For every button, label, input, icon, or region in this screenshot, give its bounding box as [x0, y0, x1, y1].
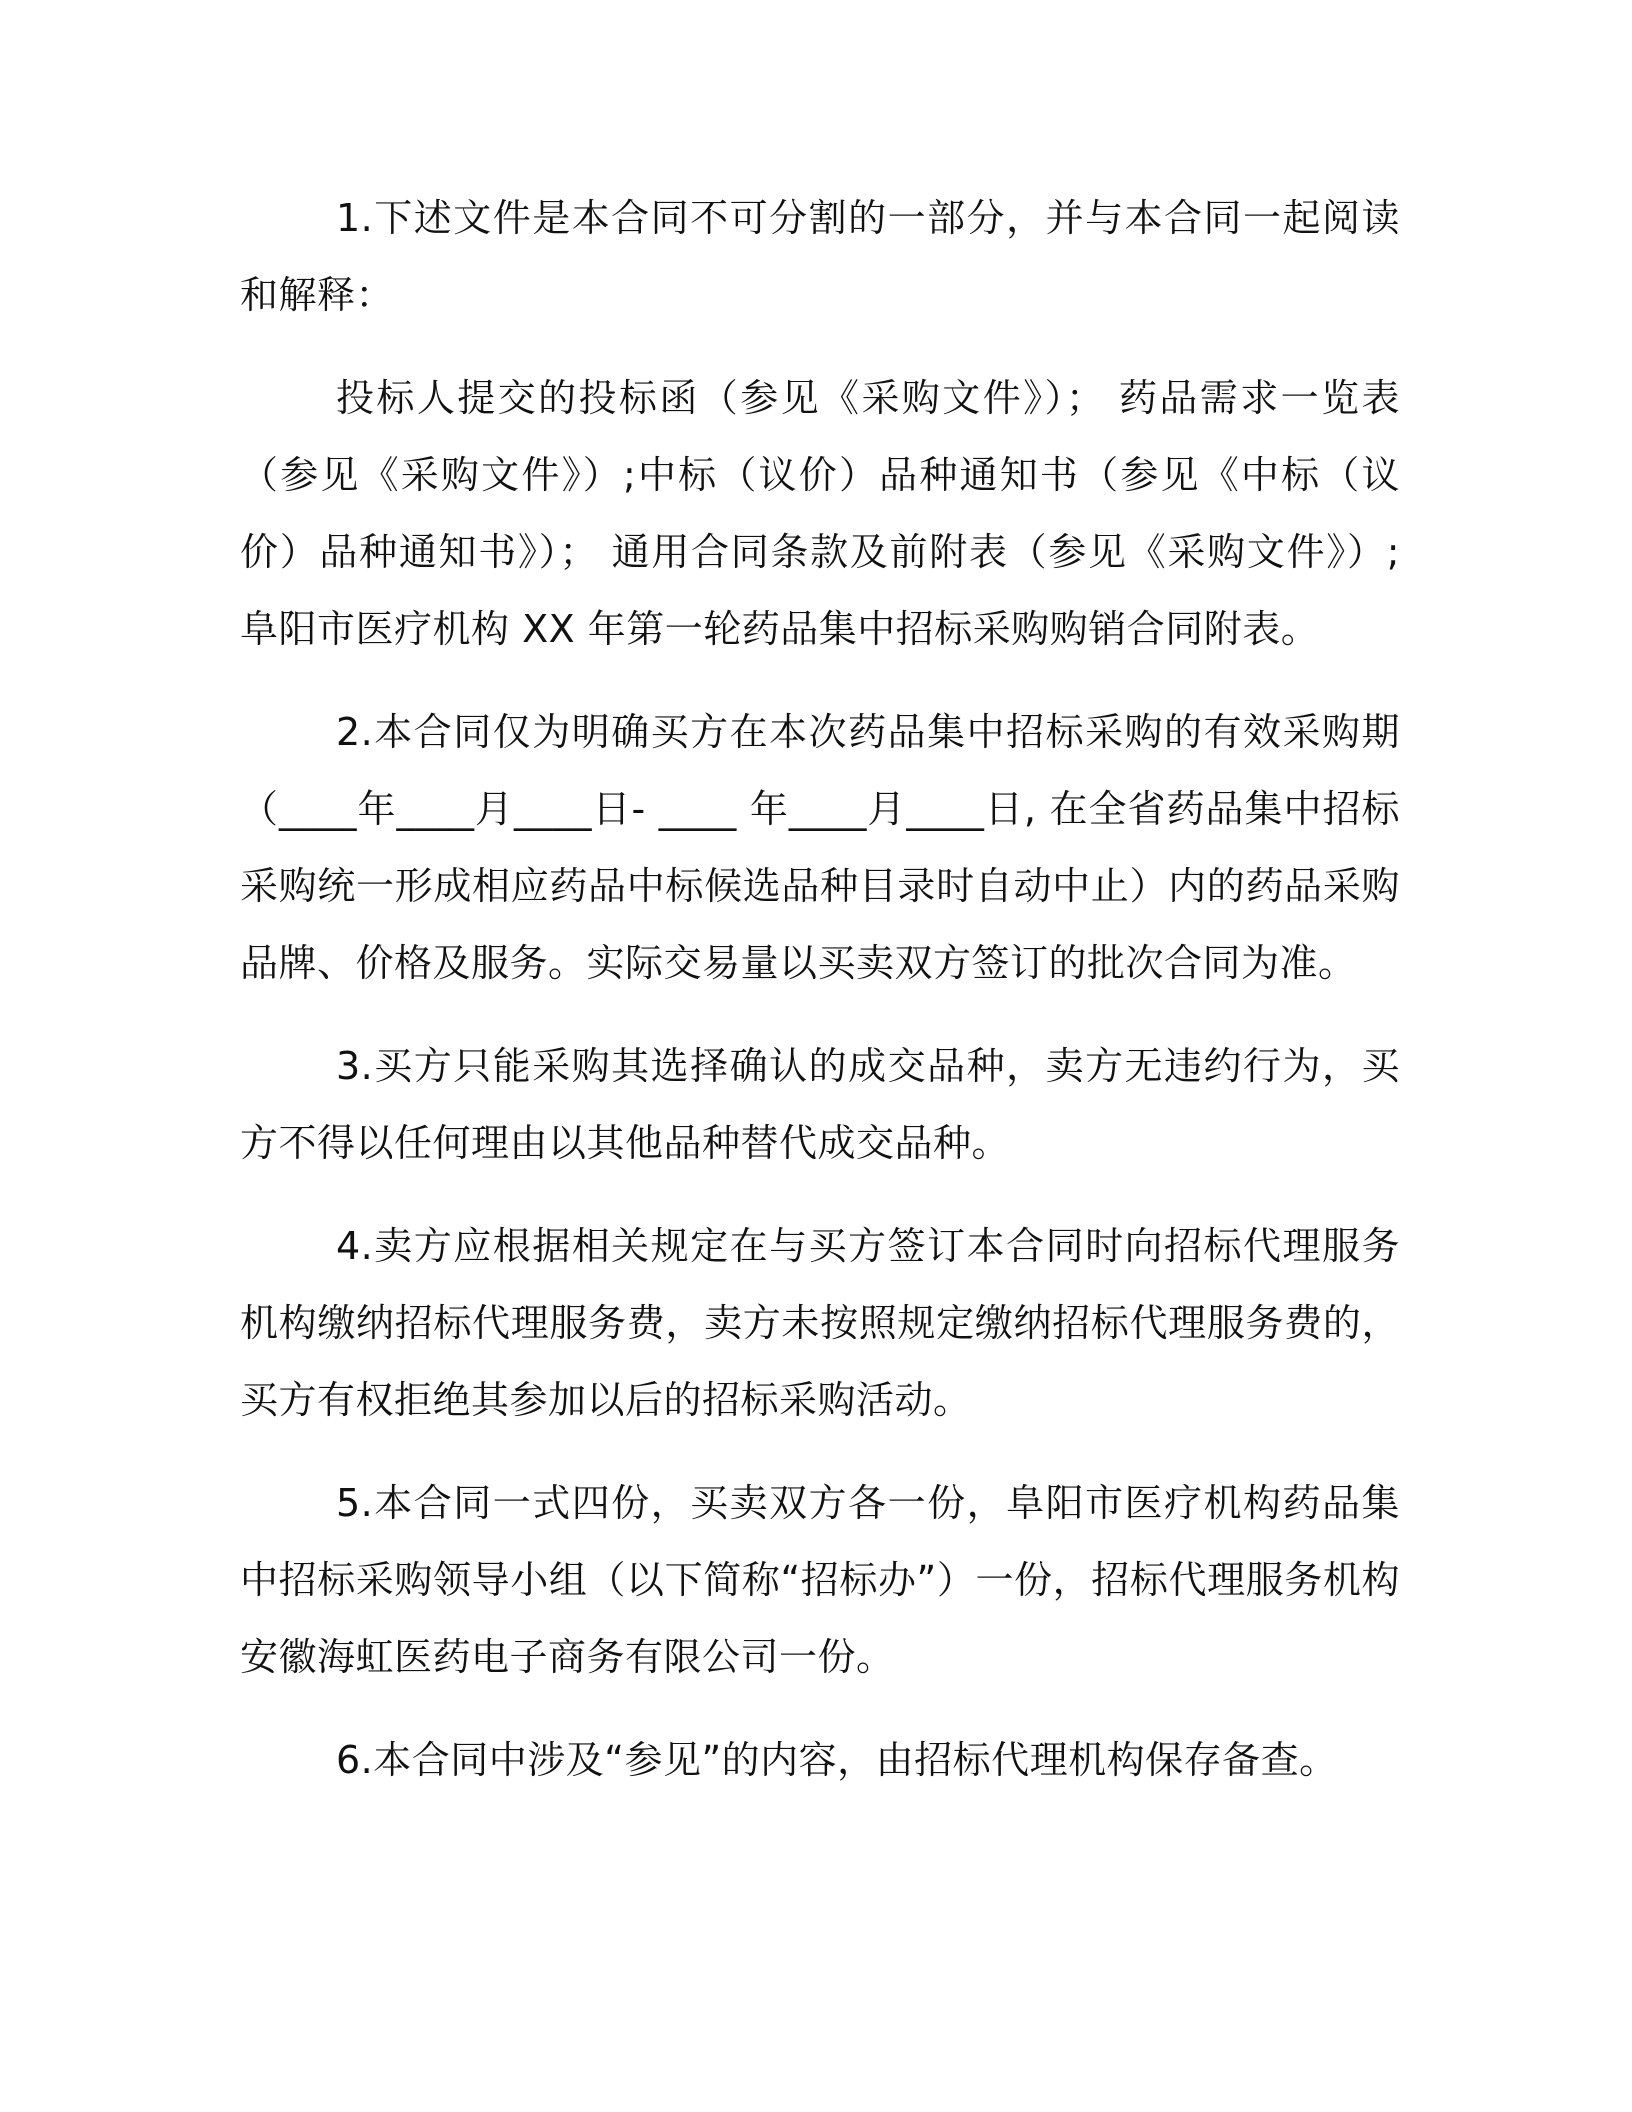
- clause-5-paragraph: 5.本合同一式四份，买卖双方各一份，阜阳市医疗机构药品集中招标采购领导小组（以下简称“招标办”）一份，招标代理服务机构安徽海虹医药电子商务有限公司一份。: [240, 1481, 1400, 1679]
- clause-6-paragraph: 6.本合同中涉及“参见”的内容，由招标代理机构保存备查。: [336, 1738, 1338, 1782]
- referenced-documents-paragraph: 投标人提交的投标函（参见《采购文件》）； 药品需求一览表（参见《采购文件》）;中标（议价）品种通知书（参见《中标（议价）品种通知书》）； 通用合同条款及前附表（参见《采购文件》）; 阜阳市医疗机构 XX 年第一轮药品集中招标采购购销合同附表。: [240, 376, 1400, 651]
- clause-4-paragraph: 4.卖方应根据相关规定在与买方签订本合同时向招标代理服务机构缴纳招标代理服务费，卖方未按照规定缴纳招标代理服务费的，买方有权拒绝其参加以后的招标采购活动。: [240, 1224, 1400, 1422]
- clause-2-paragraph: 2.本合同仅为明确买方在本次药品集中招标采购的有效采购期（____年____月____日- ____ 年____月____日, 在全省药品集中招标采购统一形成相应药品中标候选品种目录时自动中止）内的药品采购品牌、价格及服务。实际交易量以买卖双方签订的批次合同为准。: [240, 710, 1400, 985]
- document-body: [240, 180, 1400, 1825]
- clause-1-paragraph: 1.下述文件是本合同不可分割的一部分，并与本合同一起阅读和解释：: [240, 196, 1400, 317]
- clause-3-paragraph: 3.买方只能采购其选择确认的成交品种，卖方无违约行为，买方不得以任何理由以其他品种替代成交品种。: [240, 1044, 1400, 1165]
